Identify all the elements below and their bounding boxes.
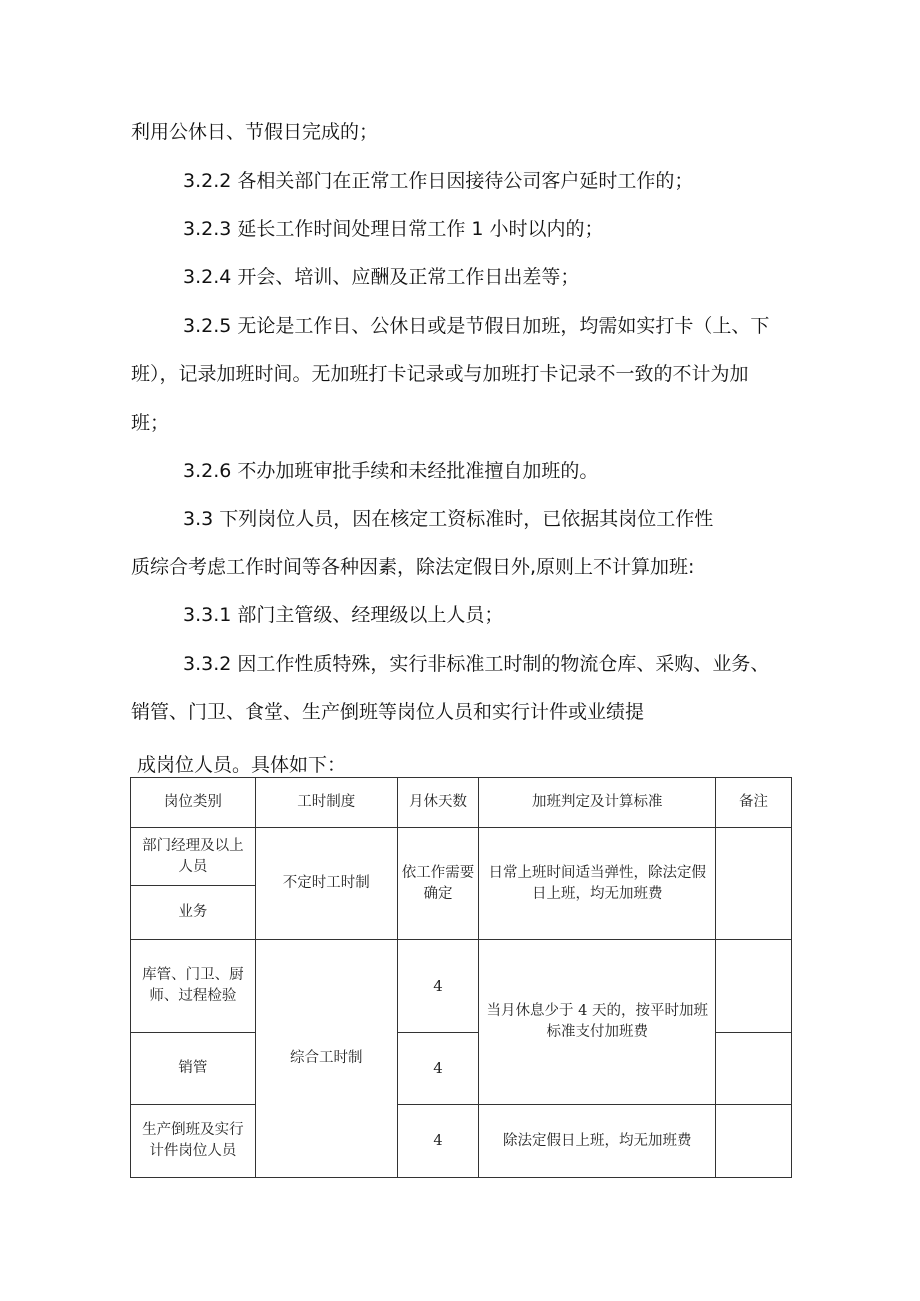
header-cell: 月休天数 <box>397 778 479 828</box>
days-cell: 4 <box>397 1105 479 1178</box>
overtime-table <box>130 777 792 1178</box>
system-cell: 综合工时制 <box>255 940 397 1178</box>
system-cell: 不定时工时制 <box>255 828 397 940</box>
table-row <box>131 828 792 886</box>
header-cell: 岗位类别 <box>131 778 256 828</box>
post-cell: 部门经理及以上人员 <box>131 828 256 886</box>
paragraph: 班； <box>131 412 170 434</box>
paragraph: 质综合考虑工作时间等各种因素，除法定假日外,原则上不计算加班: <box>131 556 695 578</box>
rule-cell: 除法定假日上班，均无加班费 <box>479 1105 716 1178</box>
paragraph: 销管、门卫、食堂、生产倒班等岗位人员和实行计件或业绩提 <box>131 701 645 723</box>
paragraph: 3.2.3 延长工作时间处理日常工作 1 小时以内的； <box>183 218 604 240</box>
days-cell: 4 <box>397 1033 479 1105</box>
table-row <box>131 1105 792 1178</box>
paragraph: 3.2.6 不办加班审批手续和未经批准擅自加班的。 <box>183 460 599 482</box>
paragraph: 3.2.4 开会、培训、应酬及正常工作日出差等； <box>183 266 580 288</box>
paragraph: 3.3.2 因工作性质特殊，实行非标准工时制的物流仓库、采购、业务、 <box>183 653 770 675</box>
note-cell <box>716 940 792 1033</box>
days-cell: 依工作需要确定 <box>397 828 479 940</box>
paragraph: 3.3.1 部门主管级、经理级以上人员； <box>183 604 504 626</box>
header-cell: 工时制度 <box>255 778 397 828</box>
post-cell: 业务 <box>131 886 256 940</box>
paragraph: 3.3 下列岗位人员，因在核定工资标准时，已依据其岗位工作性 <box>183 508 714 530</box>
table-caption: 成岗位人员。具体如下： <box>137 754 347 776</box>
header-cell: 加班判定及计算标准 <box>479 778 716 828</box>
paragraph: 3.2.5 无论是工作日、公休日或是节假日加班，均需如实打卡（上、下 <box>183 315 770 337</box>
table-header-row <box>131 778 792 828</box>
paragraph: 利用公休日、节假日完成的； <box>131 121 379 143</box>
post-cell: 销管 <box>131 1033 256 1105</box>
post-cell: 库管、门卫、厨师、过程检验 <box>131 940 256 1033</box>
table-row <box>131 940 792 1033</box>
paragraph: 3.2.2 各相关部门在正常工作日因接待公司客户延时工作的； <box>183 170 694 192</box>
note-cell <box>716 1033 792 1105</box>
days-cell: 4 <box>397 940 479 1033</box>
header-cell: 备注 <box>716 778 792 828</box>
post-cell: 生产倒班及实行计件岗位人员 <box>131 1105 256 1178</box>
note-cell <box>716 1105 792 1178</box>
paragraph: 班），记录加班时间。无加班打卡记录或与加班打卡记录不一致的不计为加 <box>131 363 749 385</box>
rule-cell: 日常上班时间适当弹性，除法定假日上班，均无加班费 <box>479 828 716 940</box>
rule-cell: 当月休息少于 4 天的，按平时加班标准支付加班费 <box>479 940 716 1105</box>
note-cell <box>716 828 792 940</box>
